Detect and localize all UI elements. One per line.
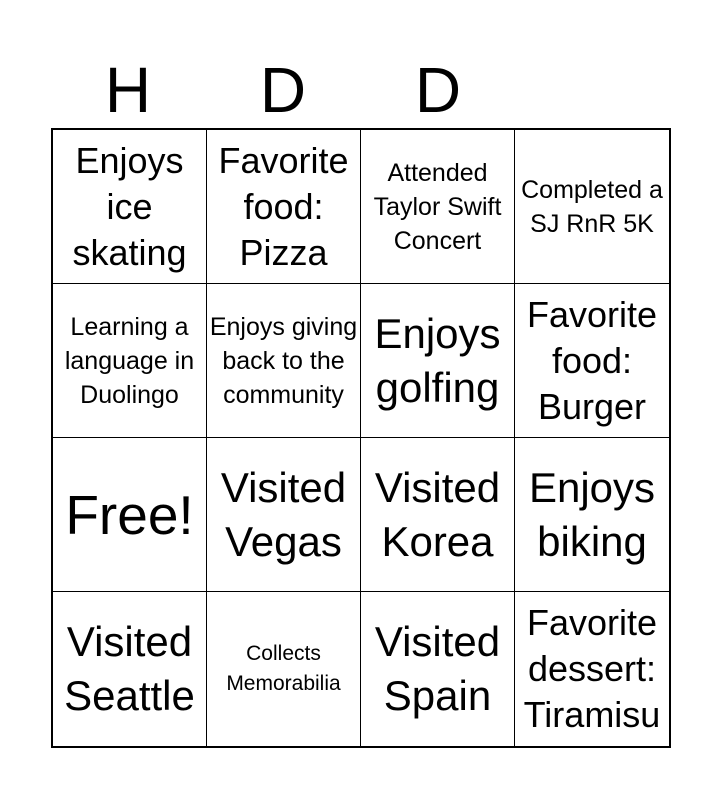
bingo-cell-text: Attended Taylor Swift Concert — [373, 158, 502, 255]
bingo-cell-text: Visited Vegas — [220, 463, 347, 565]
bingo-cell-text: Favorite food: Burger — [526, 293, 658, 427]
bingo-cell-text: Enjoys golfing — [374, 309, 501, 411]
bingo-cell[interactable] — [515, 130, 669, 284]
bingo-cell-text: Favorite food: Pizza — [218, 139, 349, 273]
header-letter-1: H — [104, 54, 152, 126]
bingo-cell[interactable] — [515, 438, 669, 592]
bingo-cell[interactable] — [361, 592, 515, 746]
bingo-cell[interactable] — [53, 130, 207, 284]
bingo-cell-text: Collects Memorabilia — [226, 642, 341, 695]
bingo-cell[interactable] — [361, 130, 515, 284]
bingo-cell-text: Learning a language in Duolingo — [64, 312, 195, 409]
bingo-cell[interactable] — [515, 284, 669, 438]
bingo-cell[interactable] — [207, 130, 361, 284]
bingo-cell-text: Favorite dessert: Tiramisu — [523, 602, 661, 735]
bingo-cell-text: Enjoys biking — [528, 463, 656, 565]
bingo-cell-text: Enjoys giving back to the community — [209, 312, 358, 409]
bingo-cell[interactable] — [515, 592, 669, 746]
bingo-cell[interactable] — [361, 438, 515, 592]
bingo-cell-text: Visited Seattle — [64, 618, 195, 719]
bingo-cell-text: Enjoys ice skating — [72, 139, 187, 273]
bingo-cell[interactable] — [361, 284, 515, 438]
bingo-cell[interactable] — [53, 592, 207, 746]
bingo-cell[interactable] — [207, 592, 361, 746]
bingo-cell[interactable] — [207, 284, 361, 438]
free-space-cell[interactable] — [53, 438, 207, 592]
bingo-cell-text: Completed a SJ RnR 5K — [521, 175, 663, 238]
bingo-cell-text: Visited Spain — [374, 618, 501, 719]
header-letter-2: D — [259, 54, 307, 126]
bingo-cell[interactable] — [207, 438, 361, 592]
bingo-cell[interactable] — [53, 284, 207, 438]
bingo-cell-text: Visited Korea — [374, 463, 501, 565]
bingo-board — [51, 128, 671, 748]
free-space-label: Free! — [65, 483, 194, 546]
header-letter-3: D — [414, 54, 462, 126]
